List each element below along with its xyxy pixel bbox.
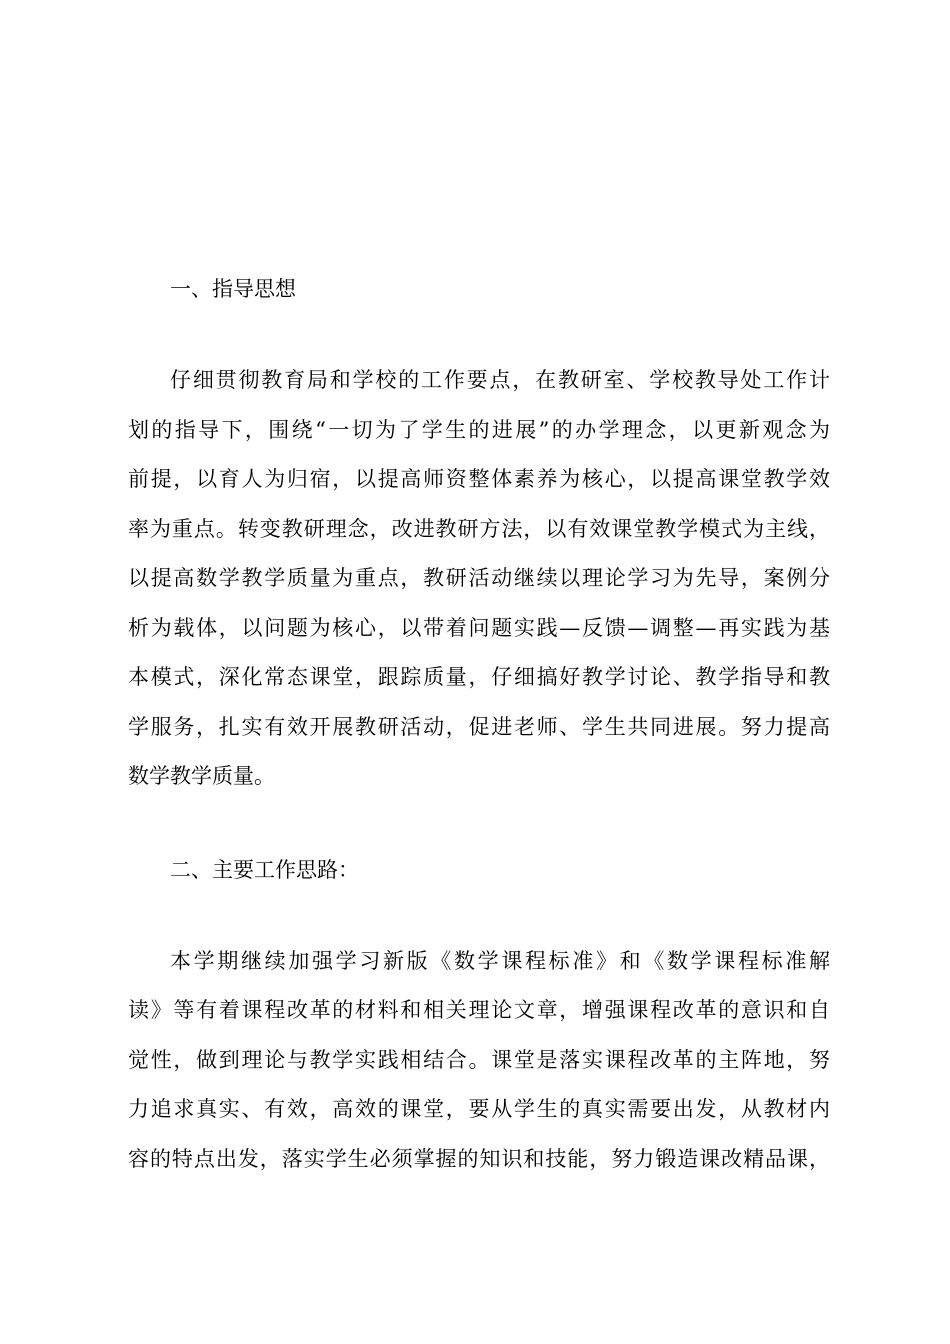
- paragraph-line: 划的指导下，围绕“一切为了学生的进展”的办学理念，以更新观念为: [128, 417, 830, 442]
- paragraph-line: 前提，以育人为归宿，以提高师资整体素养为核心，以提高课堂教学效: [128, 467, 830, 491]
- paragraph-line: 以提高数学教学质量为重点，教研活动继续以理论学习为先导，案例分: [128, 566, 830, 590]
- paragraph-line: 率为重点。转变教研理念，改进教研方法，以有效课堂教学模式为主线，: [128, 516, 830, 541]
- paragraph-line: 本学期继续加强学习新版《数学课程标准》和《数学课程标准解: [170, 948, 830, 973]
- paragraph-line: 觉性，做到理论与教学实践相结合。课堂是落实课程改革的主阵地，努: [128, 1047, 830, 1072]
- paragraph-line: 析为载体，以问题为核心，以带着问题实践—反馈—调整—再实践为基: [128, 615, 830, 640]
- paragraph-line: 仔细贯彻教育局和学校的工作要点，在教研室、学校教导处工作计: [170, 368, 830, 392]
- section-heading-main-work-ideas: 二、主要工作思路：: [170, 857, 359, 882]
- paragraph-line: 读》等有着课程改革的材料和相关理论文章，增强课程改革的意识和自: [128, 998, 830, 1022]
- paragraph-line: 容的特点出发，落实学生必须掌握的知识和技能，努力锻造课改精品课，: [128, 1146, 830, 1171]
- paragraph-line: 学服务，扎实有效开展教研活动，促进老师、学生共同进展。努力提高: [128, 714, 830, 739]
- paragraph-main-work-ideas: [128, 937, 830, 1185]
- document-body: [128, 268, 830, 1184]
- section-heading-guiding-ideology: 一、指导思想: [170, 277, 296, 301]
- paragraph-line: 本模式，深化常态课堂，跟踪质量，仔细搞好教学讨论、教学指导和教: [128, 665, 830, 689]
- paragraph-line: 数学教学质量。: [128, 764, 275, 788]
- paragraph-line: 力追求真实、有效，高效的课堂，要从学生的真实需要出发，从教材内: [128, 1097, 830, 1121]
- paragraph-guiding-ideology: [128, 356, 830, 802]
